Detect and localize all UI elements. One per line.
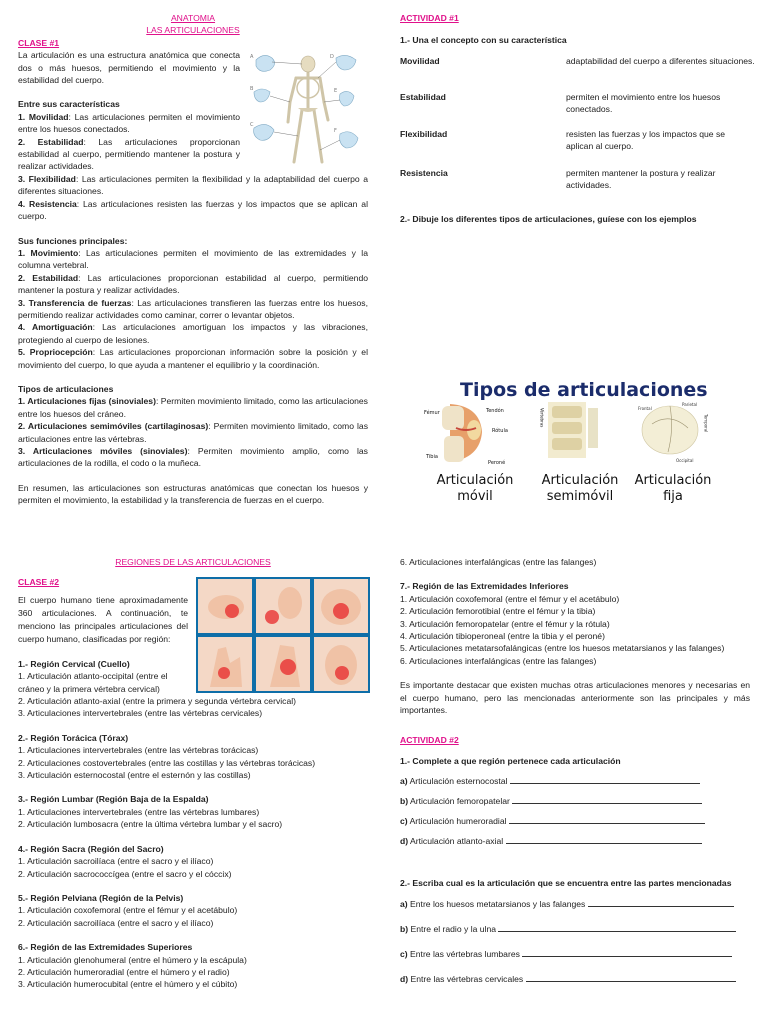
region-item: 1. Articulación coxofemoral (entre el fémur y el acetábulo) [400,593,620,604]
answer-blank[interactable] [510,775,700,784]
clase2-label: CLASE #2 [18,577,60,588]
caract-item: 3. Flexibilidad: Las articulaciones permiten la flexibilidad y la adaptabilidad del cuerpo a diferentes situaciones. [18,173,368,197]
label-perone: Peroné [488,460,506,466]
fig-letter-e: E [334,88,338,94]
match-term: Movilidad [400,56,440,66]
fill-row: d) Entre las vértebras cervicales [400,973,750,998]
fig-letter-f: F [334,128,337,134]
region-item: 2. Articulación sacroilíaca (entre el sacro y el ilíaco) [18,917,214,928]
closing-text: Es importante destacar que existen muchas otras articulaciones menores y necesarias en el cuerpo humano, pero las mencionadas anteriormente son las principales y más importantes. [400,680,750,716]
region-item: 6. Articulaciones interfalángicas (entre las falanges) [400,655,597,666]
answer-blank[interactable] [512,795,702,804]
fill-row: c) Entre las vértebras lumbares [400,948,750,973]
region-item: 5. Articulaciones metatarsofalángicas (entre los huesos metatarsianos y las falanges) [400,643,725,654]
region-title: 6.- Región de las Extremidades Superiores [18,942,193,953]
func-item: 4. Amortiguación: Las articulaciones amortiguan los impactos y las vibraciones, protegiendo al cuerpo de lesiones. [18,322,368,345]
fig-letter-d: D [330,54,334,60]
answer-blank[interactable] [526,973,736,982]
skeleton-illustration [248,50,370,170]
region-item: 3. Articulación femoropatelar (entre el fémur y la rótula) [400,618,610,629]
joint-pain-collage [196,577,370,693]
region-item: 1. Articulación sacroilíaca (entre el sacro y el ilíaco) [18,856,214,867]
fill-row: d) Articulación atlanto-axial [400,835,750,855]
label-temporal: Temporal [703,414,709,433]
region-title: 3.- Región Lumbar (Región Baja de la Espalda) [18,794,209,805]
caract-item: 2. Estabilidad: Las articulaciones proporcionan estabilidad al cuerpo, permitiendo mantener la postura y realizar actividades. [18,136,240,172]
fill-row: b) Articulación femoropatelar [400,795,750,815]
region-block [18,941,368,991]
actividad1-label: ACTIVIDAD #1 [400,13,459,23]
func-heading: Sus funciones principales: [18,235,128,246]
answer-blank[interactable] [509,815,705,824]
doc-subtitle: LAS ARTICULACIONES [146,25,240,36]
tipos-item: 1. Articulaciones fijas (sinoviales): Permiten movimiento limitado, como las articulaciones entre los huesos del cráneo. [18,396,368,419]
region-block [18,843,368,880]
label-occipital: Occipital [676,458,694,463]
clase2-intro: El cuerpo humano tiene aproximadamente 360 articulaciones. A continuación, te menciono las principales articulaciones del cuerpo humano, clasificadas por región: [18,594,188,644]
actividad2-label: ACTIVIDAD #2 [400,735,459,746]
func-item: 1. Movimiento: Las articulaciones permiten el movimiento de las extremidades y la columna vertebral. [18,247,368,271]
region-item: 1. Articulaciones intervertebrales (entre las vértebras torácicas) [18,745,259,756]
caract-item: 1. Movilidad: Las articulaciones permiten el movimiento entre los huesos conectados. [18,111,240,135]
match-desc: permiten el movimiento entre los huesos conectados. [566,92,721,115]
caption-movil-1: Articulación [436,473,514,488]
match-term: Flexibilidad [400,129,448,139]
spine-joint-image [548,402,598,458]
tipos-item: 2. Articulaciones semimóviles (cartilaginosas): Permiten movimiento limitado, como las articulaciones entre las vértebras. [18,421,368,444]
actividad2-q1: 1.- Complete a que región pertenece cada articulación [400,755,621,766]
fill-row: a) Entre los huesos metatarsianos y las falanges [400,898,750,923]
tipos-item: 3. Articulaciones móviles (sinoviales): Permiten movimiento amplio, como las articulaciones de la rodilla, el codo o la muñeca. [18,446,368,469]
region-title: 7.- Región de las Extremidades Inferiores [400,581,569,592]
region-item: 1. Articulación glenohumeral (entre el húmero y la escápula) [18,954,247,965]
region-item: 2. Articulación femorotibial (entre el fémur y la tibia) [400,606,596,617]
match-desc: permiten mantener la postura y realizar actividades. [566,168,716,191]
match-term: Resistencia [400,168,448,178]
region-item: 4. Articulación tibioperoneal (entre la tibia y el peroné) [400,631,605,642]
tipos-list [18,395,368,469]
region-item: 1. Articulación coxofemoral (entre el fémur y el acetábulo) [18,905,238,916]
caption-fija-1: Articulación [634,473,712,488]
label-parietal: Parietal [682,402,698,407]
fill-row: b) Entre el radio y la ulna [400,923,750,948]
label-vertebras: Vértebras [539,408,545,428]
region-block [18,732,368,782]
clase1-label: CLASE #1 [18,37,60,48]
resumen-text: En resumen, las articulaciones son estructuras anatómicas que conectan los huesos y permiten el movimiento, la estabilidad y la transferencia de fuerzas en el cuerpo. [18,482,368,506]
label-rotula: Rótula [492,428,508,434]
actividad1-q2: 2.- Dibuje los diferentes tipos de articulaciones, guíese con los ejemplos [400,214,697,224]
region-item: 2. Articulación atlanto-axial (entre la primera y segunda vértebra cervical) [18,696,296,707]
answer-blank[interactable] [506,835,702,844]
region-item: 3. Articulación esternocostal (entre el esternón y las costillas) [18,770,251,781]
tipos-heading: Tipos de articulaciones [18,383,114,394]
region-title: 2.- Región Torácica (Tórax) [18,732,129,743]
actividad1-section [400,12,750,47]
fill-row: c) Articulación humeroradial [400,815,750,835]
region-title: 5.- Región Pelviana (Región de la Pelvis) [18,892,184,903]
caption-semimovil-1: Articulación [541,473,619,488]
match-term: Estabilidad [400,92,446,102]
clase1-intro: La articulación es una estructura anatómica que conecta dos o más huesos, permitiendo el movimiento y la estabilidad del cuerpo. [18,50,240,86]
caract-list-top [18,111,240,173]
doc-title: ANATOMIA [170,13,216,23]
region-item: 2. Articulación humeroradial (entre el húmero y el radio) [18,966,230,977]
region-item: 1. Articulaciones intervertebrales (entre las vértebras lumbares) [18,806,260,817]
clase2-title: REGIONES DE LAS ARTICULACIONES [115,557,271,567]
caract-item: 4. Resistencia: Las articulaciones resisten las fuerzas y los impactos que se aplican al cuerpo. [18,198,368,222]
region-item: 2. Articulación sacrococcígea (entre el sacro y el cóccix) [18,868,232,879]
fig-letter-a: A [250,54,254,60]
region-title: 1.- Región Cervical (Cuello) [18,658,130,669]
caract-list-bottom [18,173,368,223]
region-item: 2. Articulación lumbosacra (entre la última vértebra lumbar y el sacro) [18,819,283,830]
match-desc: resisten las fuerzas y los impactos que se aplican al cuerpo. [566,129,726,152]
match-desc: adaptabilidad del cuerpo a diferentes situaciones. [566,56,755,66]
knee-joint-image [442,404,482,462]
label-frontal: Frontal [638,406,652,411]
label-tendon: Tendón [486,408,504,414]
func-list [18,247,368,371]
fig-letter-c: C [250,122,254,128]
label-femur: Fémur [424,410,440,416]
region-title: 4.- Región Sacra (Región del Sacro) [18,843,164,854]
caption-movil-2: móvil [457,489,493,504]
region-block [18,892,368,929]
caract-heading: Entre sus características [18,99,120,110]
region-item: 6. Articulaciones interfalángicas (entre las falanges) [400,557,597,567]
actividad2-q2: 2.- Escriba cual es la articulación que se encuentra entre las partes mencionadas [400,878,732,889]
region-item: 2. Articulaciones costovertebrales (entre las costillas y las vértebras torácicas) [18,757,316,768]
region-item: 3. Articulaciones intervertebrales (entre las vértebras cervicales) [18,708,263,719]
fill-row: a) Articulación esternocostal [400,775,750,795]
label-tibia: Tibia [426,454,438,460]
poster-title: Tipos de articulaciones [460,379,708,401]
region-block [18,793,368,830]
func-item: 5. Propriocepción: Las articulaciones proporcionan información sobre la posición y el movimiento del cuerpo, lo que ayuda a mantener el equilibrio y la coordinación. [18,347,368,370]
region-block [400,580,750,667]
answer-blank[interactable] [522,948,732,957]
tipos-articulaciones-poster [420,372,720,510]
answer-blank[interactable] [498,923,736,932]
clase2-continuation [400,556,750,998]
region-item: 1. Articulación atlanto-occipital (entre el cráneo y la primera vértebra cervical) [18,671,168,694]
skull-joint-image [642,406,698,454]
actividad1-q1: 1.- Una el concepto con su característica [400,35,567,46]
caption-fija-2: fija [663,489,683,504]
func-item: 3. Transferencia de fuerzas: Las articulaciones transfieren las fuerzas entre los huesos, permitiendo realizar actividades como caminar, correr o levantar objetos. [18,297,368,320]
region-item: 3. Articulación humerocubital (entre el húmero y el cúbito) [18,979,238,990]
fig-letter-b: B [250,86,254,92]
caption-semimovil-2: semimóvil [546,489,614,504]
answer-blank[interactable] [588,898,734,907]
func-item: 2. Estabilidad: Las articulaciones proporcionan estabilidad al cuerpo, permitiendo mantener la postura y realizar actividades. [18,272,369,296]
